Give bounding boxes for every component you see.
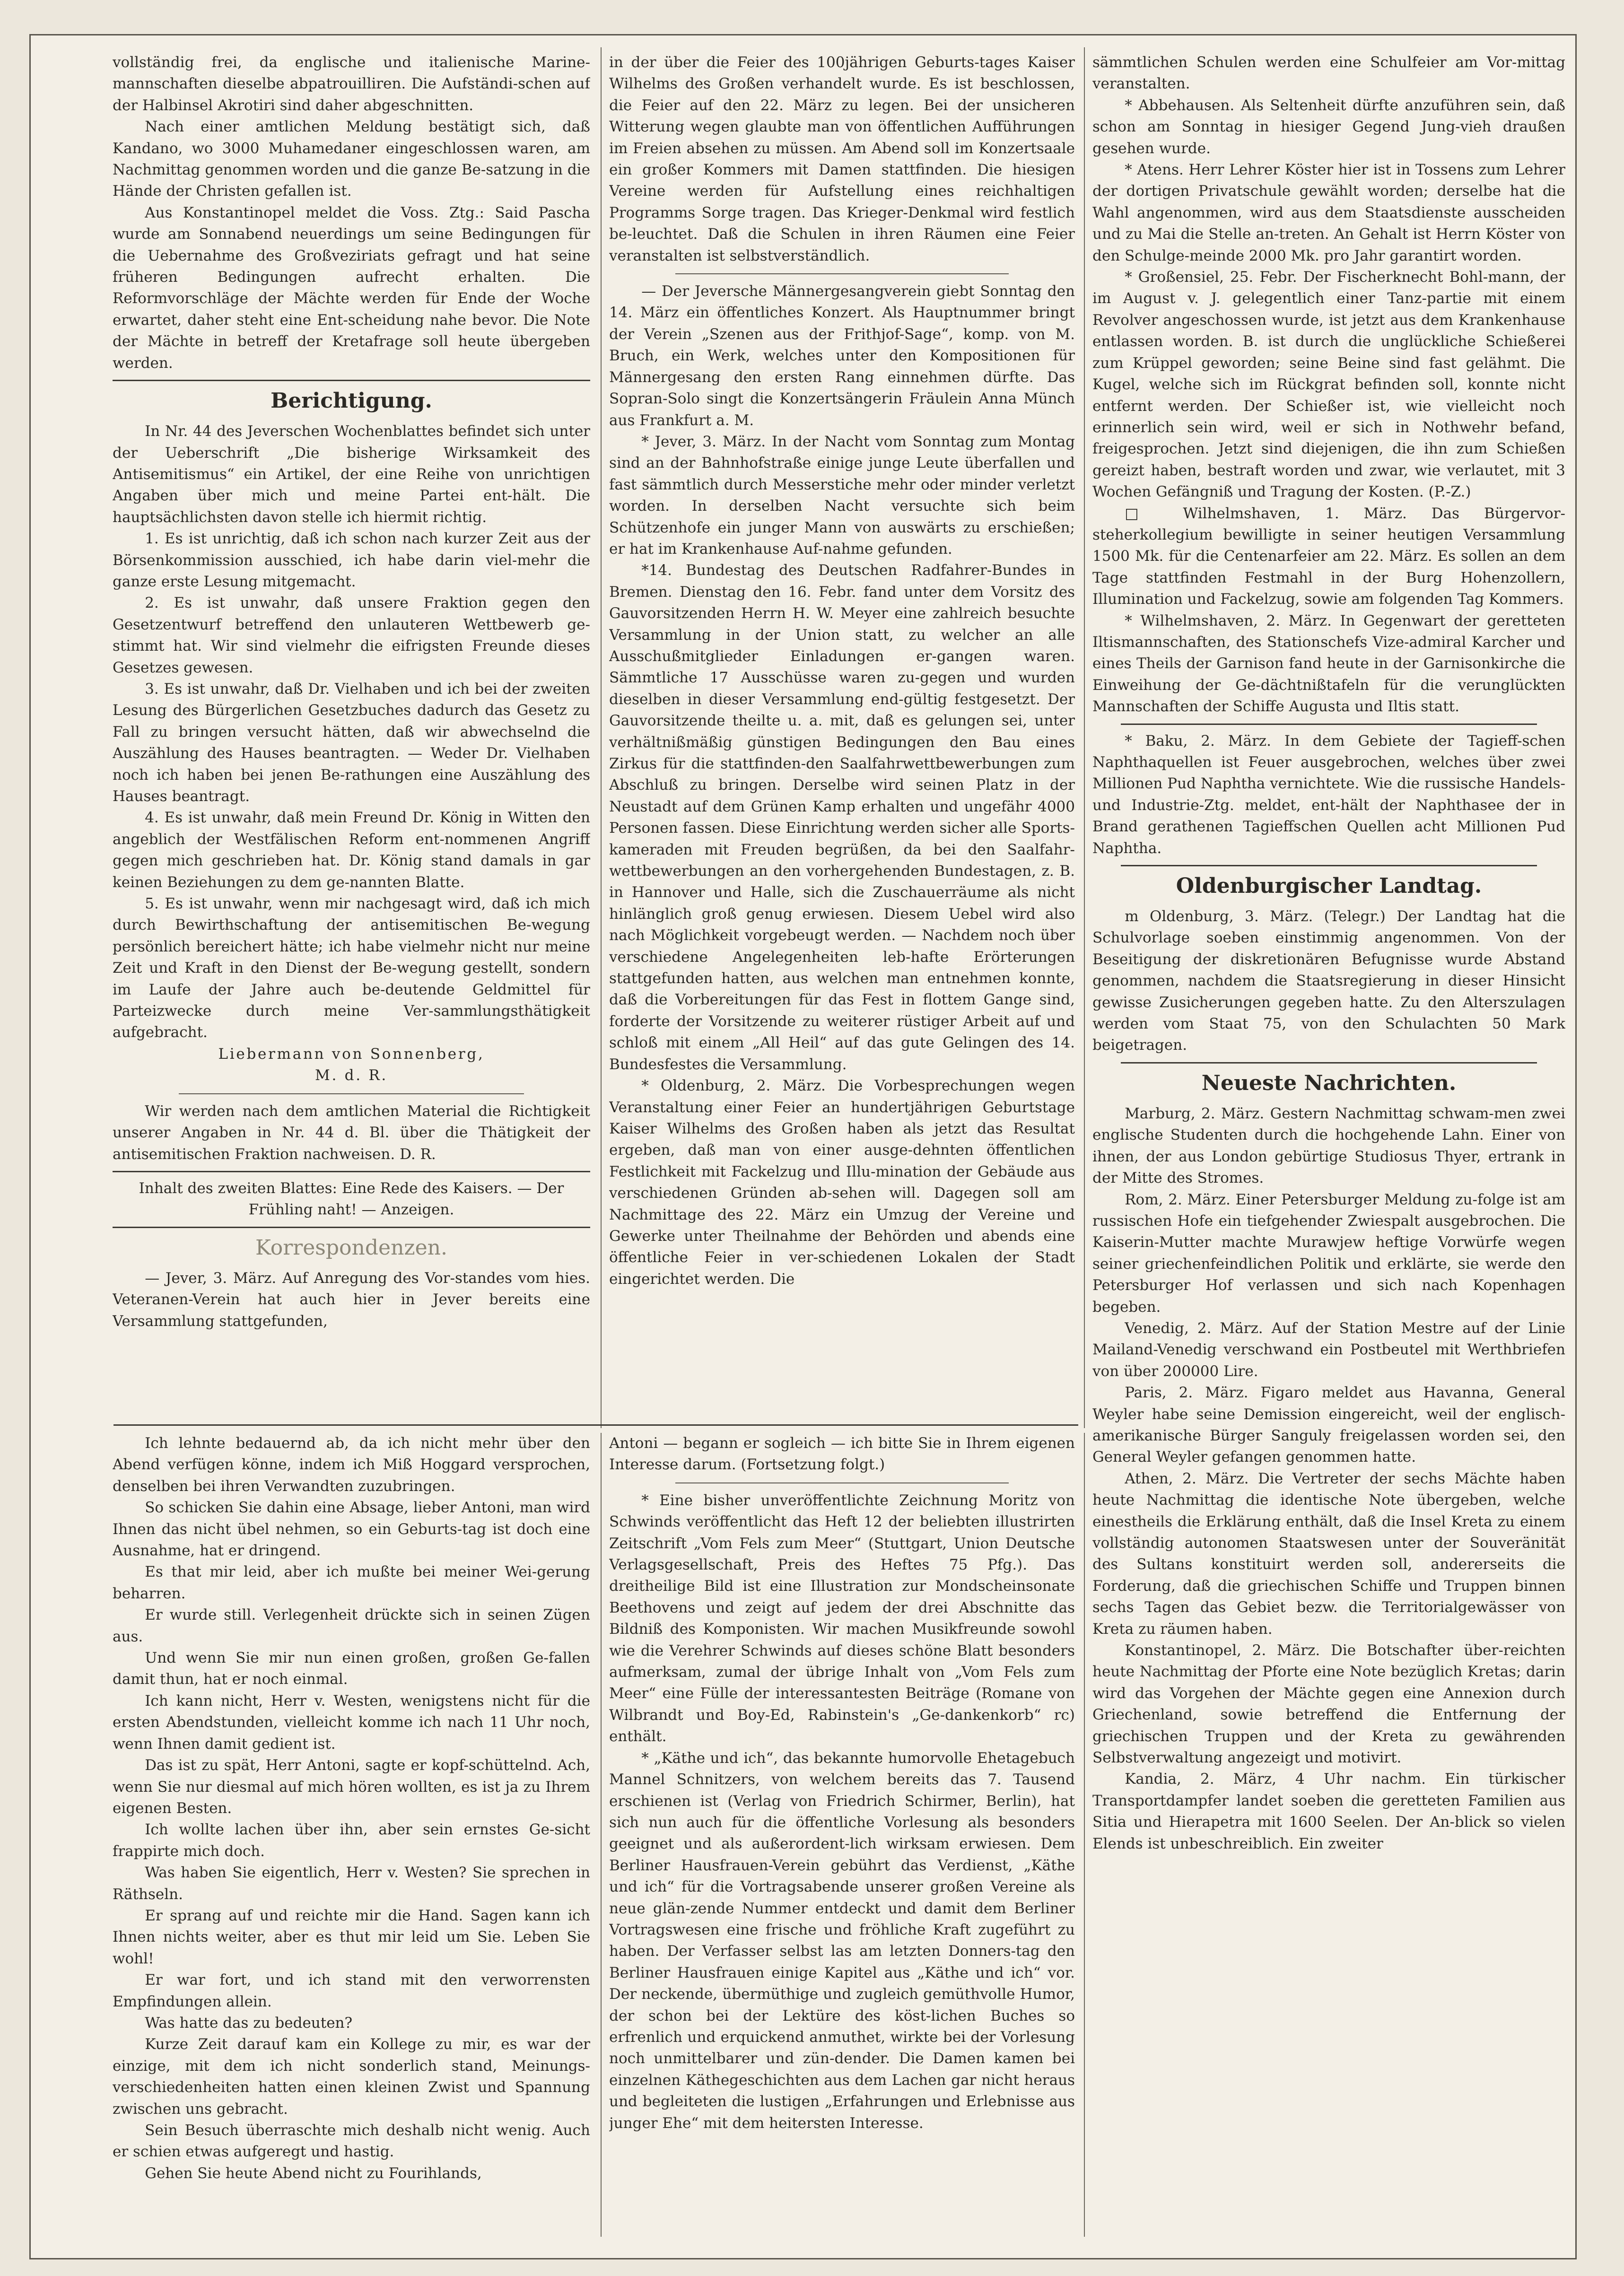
rom-item: Rom, 2. März. Einer Petersburger Meldung zu-folge ist am russischen Hofe ein tiefgehender Zwiespalt ausgebrochen. Die Kaiserin-Mutter machte Murawjew heftige Vorwürfe wegen seiner griechenfeindlichen Politik und erklärte, sie werde den Petersburger Hof verlassen und sich nach Kopenhagen begeben.: [1092, 1191, 1565, 1316]
section-rule: [113, 1171, 590, 1172]
venedig-item: Venedig, 2. März. Auf der Station Mestre auf der Linie Mailand-Venedig verschwand ein Postbeutel mit Werthbriefen von über 200000 Lire.: [1092, 1319, 1565, 1380]
short-rule: [675, 273, 1009, 274]
feuilleton-paragraph: Ich kann nicht, Herr v. Westen, wenigstens nicht für die ersten Abendstunden, vielleicht komme ich nach 11 Uhr noch, wenn Ihnen damit gedient ist.: [113, 1692, 590, 1753]
abbehausen-paragraph: * Abbehausen. Als Seltenheit dürfte anzuführen sein, daß schon am Sonntag in hiesiger Gegend Jung-vieh draußen gesehen wurde.: [1092, 96, 1565, 157]
marburg-item: Marburg, 2. März. Gestern Nachmittag schwam-men zwei englische Studenten durch die hochgehende Lahn. Einer von ihnen, der aus London gebürtige Studiosus Thyer, ertrank in der Mitte des Stromes.: [1092, 1105, 1565, 1187]
feuilleton-paragraph: Er sprang auf und reichte mir die Hand. Sagen kann ich Ihnen nichts weiter, aber es thut mir leid um Sie. Leben Sie wohl!: [113, 1907, 590, 1967]
feuilleton-paragraph: Sein Besuch überraschte mich deshalb nicht wenig. Auch er schien etwas aufgeregt und hastig.: [113, 2122, 590, 2161]
kreta-paragraph: vollständig frei, da englische und italienische Marine-mannschaften dieselbe abpatrouilliren. Die Aufständi-schen auf der Halbinsel Akrotiri sind daher abgeschnitten.: [113, 54, 590, 114]
redaktion-reply: Wir werden nach dem amtlichen Material die Richtigkeit unserer Angaben in Nr. 44 d. Bl. über die Thätigkeit der antisemitischen Fraktion nachweisen. D. R.: [113, 1102, 590, 1163]
atens-paragraph: * Atens. Herr Lehrer Köster hier ist in Tossens zum Lehrer der dortigen Privatschule gewählt worden; derselbe hat die Wahl angenommen, wird aus dem Staatsdienste ausscheiden und zu Mai die Stelle an-treten. An Gehalt ist Herrn Köster von den Schulge-meinde 2000 Mk. pro Jahr garantirt worden.: [1092, 161, 1565, 264]
korrespondenzen-heading: Korrespondenzen.: [255, 1235, 447, 1260]
column-3: [1092, 52, 1565, 2237]
short-rule: [675, 1482, 1009, 1483]
landtag-paragraph: m Oldenburg, 3. März. (Telegr.) Der Landtag hat die Schulvorlage soeben einstimmig angenommen. Von der Beseitigung der diskretionären Befugnisse wurde Abstand genommen, nachdem die Staatsregierung in dieser Hinsicht gewisse Zusicherungen gegeben hatte. Zu den Alterszulagen werden vom Staat 75, von den Schulachten 50 Mark beigetragen.: [1092, 908, 1565, 1054]
column-separator: [1084, 1433, 1085, 2237]
column-1-top: [113, 52, 590, 1423]
inhalt-zweites-blatt: Inhalt des zweiten Blattes: Eine Rede des Kaisers. — Der Frühling naht! — Anzeigen.: [139, 1179, 564, 1219]
section-rule: [1121, 724, 1537, 725]
grossensiel-paragraph: * Großensiel, 25. Febr. Der Fischerknecht Bohl-mann, der im August v. J. gelegentlich einer Tanz-partie mit einem Revolver angeschossen wurde, ist jetzt aus dem Krankenhause entlassen worden. B. ist durch die unglückliche Schießerei zum Krüppel geworden; seine Beine sind fast gelähmt. Die Kugel, welche sich im Rückgrat befinden soll, konnte nicht entfernt werden. Der Schießer ist, wie vielleicht noch erinnerlich sein wird, weil er sich in Nothwehr befand, freigesprochen. Jetzt sind diejenigen, die ihn zum Schießen gereizt haben, bestraft worden und zwar, wie verlautet, mit 3 Wochen Gefängniß und Tragung der Kosten. (P.-Z.): [1092, 269, 1565, 501]
kaethe-und-ich-paragraph: * „Käthe und ich“, das bekannte humorvolle Ehetagebuch Mannel Schnitzers, von welchem bereits das 7. Tausend erschienen ist (Verlag von Friedrich Schirmer, Berlin), hat sich nun auch für die öffentliche Vorlesung als besonders geeignet und als außerordent-lich wirksam erwiesen. Dem Berliner Hausfrauen-Verein gebührt das Verdienst, „Käthe und ich“ für die Vortragsabende unserer großen Vereine als neue glän-zende Nummer entdeckt und damit dem Berliner Vortragswesen eine frische und fröhliche Kraft zugeführt zu haben. Der Verfasser selbst las am letzten Donners-tag den Berliner Hausfrauen einige Kapitel aus „Käthe und ich“ vor. Der neckende, übermüthige und zugleich gemüthvolle Humor, der schon bei der Lektüre des köst-lichen Buches so erfrenlich und erquickend anmuthet, wirkte bei der Vorlesung noch unmittelbarer und zün-dender. Die Damen kamen bei einzelnen Käthegeschichten aus dem Lachen gar nicht heraus und begleiteten die lustigen „Erfahrungen und Erlebnisse aus junger Ehe“ mit dem heitersten Interesse.: [609, 1749, 1075, 2132]
short-rule: [179, 1093, 524, 1094]
column-2-top: [609, 52, 1075, 1423]
feuilleton-paragraph: Ich lehnte bedauernd ab, da ich nicht mehr über den Abend verfügen könne, indem ich Miß Hoggard versprochen, denselben bei ihren Verwandten zuzubringen.: [113, 1435, 590, 1495]
konstantinopel-item: Konstantinopel, 2. März. Die Botschafter über-reichten heute Nachmittag der Pforte eine Note bezüglich Kretas; darin wird das Vorgehen der Mächte gegen eine Annexion durch Griechenland, sowie betreffend die Entfernung der griechischen Truppen und der Kreta zu gewährenden Selbstverwaltung angezeigt und motivirt.: [1092, 1642, 1565, 1767]
berichtigung-point-2: 2. Es ist unwahr, daß unsere Fraktion gegen den Gesetzentwurf betreffend den unlauteren Wettbewerb ge-stimmt hat. Wir sind vielmehr die eifrigsten Freunde dieses Gesetzes gewesen.: [113, 594, 590, 676]
radfahrer-bundestag-paragraph: *14. Bundestag des Deutschen Radfahrer-Bundes in Bremen. Dienstag den 16. Febr. fand unter dem Vorsitz des Gauvorsitzenden Herrn H. W. Meyer eine zahlreich besuchte Versammlung in der Union statt, zu welcher an alle Ausschußmitglieder Einladungen er-gangen waren. Sämmtliche 17 Ausschüsse waren zu-gegen und wurden dieselben in dieser Versammlung end-gültig festgesetzt. Der Gauvorsitzende theilte u. a. mit, daß es gelungen sei, unter verhältnißmäßig günstigen Bedingungen den Bau eines Zirkus für die stattfinden-den Saalfahrwettbewerbungen zum Abschluß zu bringen. Derselbe wird seinen Platz in der Neustadt auf dem Grünen Kamp erhalten und ungefähr 4000 Personen fassen. Diese Einrichtung werden sicher alle Sports-kameraden mit Freuden begrüßen, da bei den Saalfahr-wettbewerbungen an den vorhergehenden Bundestagen, z. B. in Hannover und Halle, sich die Zuschauerräume als nicht hinlänglich groß genug erwiesen. Diesem Uebel wird also nach Möglichkeit vorgebeugt werden. — Nachdem noch über verschiedene Angelegenheiten leb-hafte Erörterungen stattgefunden hatten, aus welchen man entnehmen konnte, daß die Vorbereitungen für das Fest in flottem Gange sind, forderte der Vorsitzende zu weiterer rüstiger Arbeit auf und schloß mit einem „All Heil“ auf das gute Gelingen des 14. Bundesfestes die Versammlung.: [609, 562, 1075, 1073]
wilhelmshaven-2-paragraph: * Wilhelmshaven, 2. März. In Gegenwart der geretteten Iltismannschaften, des Stationschefs Vize-admiral Karcher und eines Theils der Garnison fand heute in der Garnisonkirche die Einweihung der Ge-dächtnißtafeln für die verunglückten Mannschaften der Schiffe Augusta und Iltis statt.: [1092, 612, 1565, 715]
section-rule: [113, 1227, 590, 1228]
berichtigung-signature-title: M. d. R.: [315, 1067, 388, 1084]
jever-ueberfall-paragraph: * Jever, 3. März. In der Nacht vom Sonntag zum Montag sind an der Bahnhofstraße einige junge Leute überfallen und fast sämmtlich durch Messerstiche mehr oder minder verletzt worden. In derselben Nacht versuchte sich beim Schützenhofe ein junger Mann von auswärts zu erschießen; er hat im Krankenhause Auf-nahme gefunden.: [609, 433, 1075, 558]
feuilleton-paragraph: Ich wollte lachen über ihn, aber sein ernstes Ge-sicht frappirte mich doch.: [113, 1821, 590, 1860]
column-2-bottom: [609, 1433, 1075, 2237]
feuilleton-paragraph: Es that mir leid, aber ich mußte bei meiner Wei-gerung beharren.: [113, 1563, 590, 1602]
column-separator: [1084, 47, 1085, 1428]
jever-veteranen-paragraph: — Jever, 3. März. Auf Anregung des Vor-standes vom hies. Veteranen-Verein hat auch hier in Jever bereits eine Versammlung stattgefunden,: [113, 1269, 590, 1330]
section-rule: [1121, 1062, 1537, 1064]
feuilleton-paragraph: Kurze Zeit darauf kam ein Kollege zu mir, es war der einzige, mit dem ich nicht sonderlich stand, Meinungs-verschiedenheiten hatten einen kleinen Zwist und Spannung zwischen uns gebracht.: [113, 2036, 590, 2118]
feuilleton-paragraph: Gehen Sie heute Abend nicht zu Fourihlands,: [145, 2164, 482, 2182]
vom-fels-zum-meer-paragraph: * Eine bisher unveröffentlichte Zeichnung Moritz von Schwinds veröffentlicht das Heft 12 der beliebten illustrirten Zeitschrift „Vom Fels zum Meer“ (Stuttgart, Union Deutsche Verlagsgesellschaft, Preis des Heftes 75 Pfg.). Das dreitheilige Bild ist eine Illustration zur Mondscheinsonate Beethovens und zeigt auf jedem der drei Abschnitte das Bildniß des Komponisten. Wir machen Musikfreunde sowohl wie die Verehrer Schwinds auf dieses schöne Blatt besonders aufmerksam, zumal der übrige Inhalt von „Vom Fels zum Meer“ eine Fülle der interessantesten Beiträge (Romane von Wilbrandt und Boy-Ed, Rabinstein's „Ge-dankenkorb“ rc) enthält.: [609, 1491, 1075, 1745]
jever-feier-paragraph: in der über die Feier des 100jährigen Geburts-tages Kaiser Wilhelms des Großen verhandelt wurde. Es ist beschlossen, die Feier auf den 22. März zu legen. Bei der unsicheren Witterung wegen glaubte man von öffentlichen Aufführungen im Freien absehen zu müssen. Am Abend soll im Konzertsaale ein großer Kommers mit Damen stattfinden. Die hiesigen Vereine werden für Aufstellung eines reichhaltigen Programms Sorge tragen. Das Krieger-Denkmal wird festlich be-leuchtet. Daß die Schulen in ihren Räumen eine Feier veranstalten ist selbstverständlich.: [609, 54, 1075, 264]
feuilleton-paragraph: Er wurde still. Verlegenheit drückte sich in seinen Zügen aus.: [113, 1606, 590, 1645]
berichtigung-point-3: 3. Es ist unwahr, daß Dr. Vielhaben und ich bei der zweiten Lesung des Bürgerlichen Gesetzbuches dadurch das Gesetz zu Fall zu bringen versucht hätten, daß wir abwechselnd die Auszählung des Hauses beantragten. — Weder Dr. Vielhaben noch ich haben bei jenen Be-rathungen eine Auszählung des Hauses beantragt.: [113, 680, 590, 805]
feuilleton-paragraph: Und wenn Sie mir nun einen großen, großen Ge-fallen damit thun, hat er noch einmal.: [113, 1649, 590, 1688]
feuilleton-paragraph: Was hatte das zu bedeuten?: [145, 2014, 353, 2032]
berichtigung-signature: Liebermann von Sonnenberg,: [218, 1045, 485, 1063]
feuilleton-paragraph: Was haben Sie eigentlich, Herr v. Westen? Sie sprechen in Räthseln.: [113, 1864, 590, 1903]
konstantinopel-paragraph: Aus Konstantinopel meldet die Voss. Ztg.: Said Pascha wurde am Sonnabend neuerdings um seine Bedingungen für die Uebernahme des Großveziriats gefragt und hat seine früheren Bedingungen aufrecht erhalten. Die Reformvorschläge der Mächte werden für Ende der Woche erwartet, daher steht eine Ent-scheidung nahe bevor. Die Note der Mächte in betreff der Kretafrage soll heute übergeben werden.: [113, 204, 590, 372]
feuilleton-paragraph: Er war fort, und ich stand mit den verworrensten Empfindungen allein.: [113, 1971, 590, 2010]
feuilleton-continuation: Antoni — begann er sogleich — ich bitte Sie in Ihrem eigenen Interesse darum. (Fortsetzung folgt.): [609, 1435, 1075, 1474]
column-separator: [601, 1433, 602, 2237]
oldenburg-feier-paragraph: * Oldenburg, 2. März. Die Vorbesprechungen wegen Veranstaltung einer Feier an hundertjährigen Geburtstage Kaiser Wilhelms des Großen haben als jetzt das Resultat ergeben, daß man von einer ausge-dehnten öffentlichen Festlichkeit mit Fackelzug und Illu-mination der Gebäude aus verschiedenen Gründen ab-sehen will. Dagegen soll am Nachmittage des 22. März ein Umzug der Vereine und Gewerke unter Theilnahme der Behörden und abends eine öffentliche Feier in ver-schiedenen Lokalen der Stadt eingerichtet werden. Die: [609, 1077, 1075, 1288]
column-separator: [601, 47, 602, 1428]
kandia-item: Kandia, 2. März, 4 Uhr nachm. Ein türkischer Transportdampfer landet soeben die geretteten Familien aus Sitia und Hierapetra mit 1600 Seelen. Der An-blick so vielen Elends ist unbeschreiblich. Ein zweiter: [1092, 1770, 1565, 1852]
berichtigung-point-1: 1. Es ist unrichtig, daß ich schon nach kurzer Zeit aus der Börsenkommission ausschied, ich habe darin viel-mehr die ganze erste Lesung mitgemacht.: [113, 530, 590, 590]
maennergesangverein-paragraph: — Der Jeversche Männergesangverein giebt Sonntag den 14. März ein öffentliches Konzert. Als Hauptnummer bringt der Verein „Szenen aus der Frithjof-Sage“, komp. von M. Bruch, ein Werk, welches unter den Kompositionen für Männergesang den ersten Rang einnehmen dürfte. Das Sopran-Solo singt die Konzertsängerin Fräulein Anna Münch aus Frankfurt a. M.: [609, 283, 1075, 429]
feuilleton-column-left: [113, 1433, 590, 2237]
berichtigung-intro: In Nr. 44 des Jeverschen Wochenblattes befindet sich unter der Ueberschrift „Die bisherige Wirksamkeit des Antisemitismus“ ein Artikel, der eine Reihe von unrichtigen Angaben über mich und meine Partei ent-hält. Die hauptsächlichsten davon stelle ich hiermit richtig.: [113, 423, 590, 526]
baku-paragraph: * Baku, 2. März. In dem Gebiete der Tagieff-schen Naphthaquellen ist Feuer ausgebrochen, welches über zwei Millionen Pud Naphtha vernichtete. Wie die russische Handels- und Industrie-Ztg. meldet, ent-hält der Naphthasee der in Brand gerathenen Tagieffschen Quellen acht Millionen Pud Naphtha.: [1092, 732, 1565, 857]
landtag-heading: Oldenburgischer Landtag.: [1176, 874, 1482, 898]
schulfeier-paragraph: sämmtlichen Schulen werden eine Schulfeier am Vor-mittag veranstalten.: [1092, 54, 1565, 93]
feuilleton-paragraph: Das ist zu spät, Herr Antoni, sagte er kopf-schüttelnd. Ach, wenn Sie nur diesmal auf mich hören wollten, es ist ja zu Ihrem eigenen Besten.: [113, 1757, 590, 1817]
paris-item: Paris, 2. März. Figaro meldet aus Havanna, General Weyler habe seine Demission eingereicht, weil der englisch-amerikanische Bürger Sanguly freigelassen worden sei, den General Weyler gefangen genommen hatte.: [1092, 1384, 1565, 1466]
berichtigung-point-4: 4. Es ist unwahr, daß mein Freund Dr. König in Witten den angeblich der Westfälischen Reform ent-nommenen Angriff gegen mich geschrieben hat. Dr. König stand damals in gar keinen Beziehungen zu dem ge-nannten Blatte.: [113, 809, 590, 891]
berichtigung-point-5: 5. Es ist unwahr, wenn mir nachgesagt wird, daß ich mich durch Bewirthschaftung der antisemitischen Be-wegung persönlich bereichert hätte; ich habe vielmehr nicht nur meine Zeit und Kraft in den Dienst der Be-wegung gestellt, sondern im Laufe der Jahre auch be-deutende Geldmittel für Parteizwecke durch meine Ver-sammlungsthätigkeit aufgebracht.: [113, 895, 590, 1041]
wilhelmshaven-1-paragraph: □ Wilhelmshaven, 1. März. Das Bürgervor-steherkollegium bewilligte in seiner heutigen Versammlung 1500 Mk. für die Centenarfeier am 22. März. Es sollen an dem Tage stattfinden Festmahl in der Burg Hohenzollern, Illumination und Fackelzug, sowie am folgenden Tag Kommers.: [1092, 505, 1565, 608]
section-rule: [113, 380, 590, 381]
athen-item: Athen, 2. März. Die Vertreter der sechs Mächte haben heute Nachmittag die identische Note übergeben, welche einestheils die Erklärung enthält, daß die Insel Kreta zu einem vollständig autonomen Staatswesen unter der Souveränität des Sultans konstituirt werden soll, andererseits die Forderung, daß die griechischen Schiffe und Truppen binnen sechs Tagen das Gebiet bezw. die Territorialgewässer von Kreta zu räumen haben.: [1092, 1470, 1565, 1638]
feuilleton-divider: [114, 1424, 1078, 1426]
berichtigung-heading: Berichtigung.: [271, 389, 432, 413]
feuilleton-paragraph: So schicken Sie dahin eine Absage, lieber Antoni, man wird Ihnen das nicht übel nehmen, so ein Geburts-tag ist doch eine Ausnahme, hat er dringend.: [113, 1499, 590, 1560]
kandano-paragraph: Nach einer amtlichen Meldung bestätigt sich, daß Kandano, wo 3000 Muhamedaner eingeschlossen waren, am Nachmittag genommen worden und die ganze Be-satzung in die Hände der Christen gefallen ist.: [113, 118, 590, 200]
neueste-nachrichten-heading: Neueste Nachrichten.: [1201, 1071, 1457, 1095]
section-rule: [1121, 865, 1537, 866]
